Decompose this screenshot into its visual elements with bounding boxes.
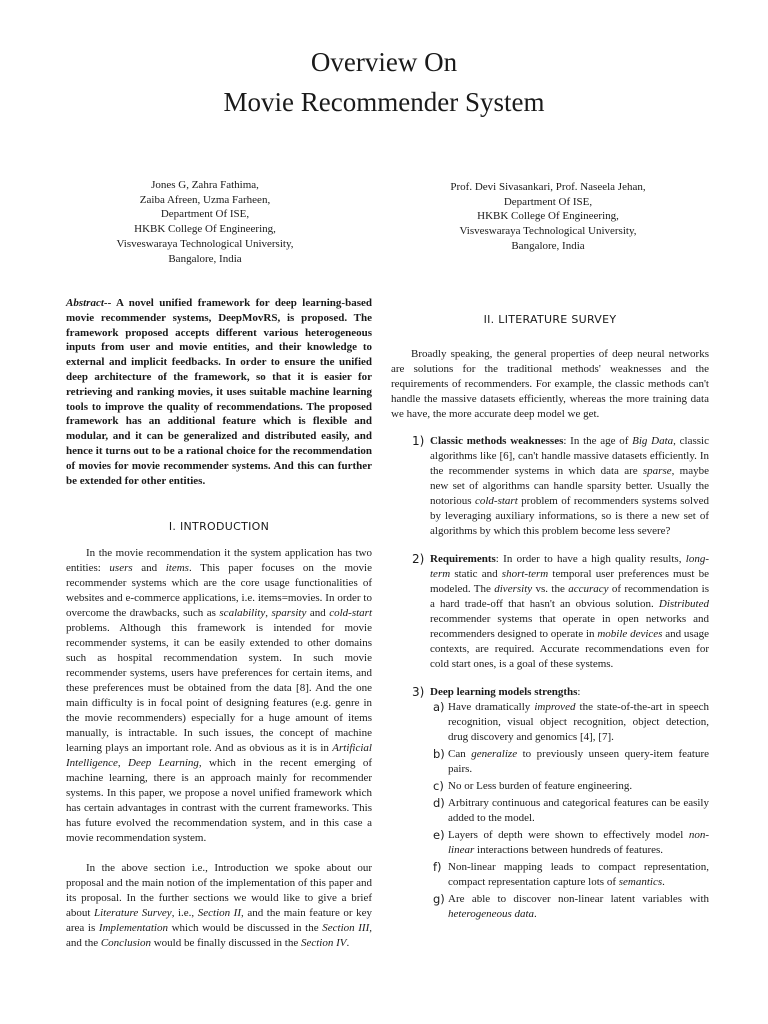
left-column: [66, 296, 372, 951]
sublist-item: [430, 747, 709, 777]
sublist-letter: b): [433, 747, 445, 761]
text-run: : In order to have a high quality results,: [495, 553, 686, 565]
paper-title-line-1: Overview On: [310, 47, 458, 77]
abstract-separator: --: [103, 297, 117, 309]
text-run: : In the age of: [563, 435, 633, 447]
emphasis-text: cold-start: [329, 607, 372, 620]
emphasis-text: heterogeneous data: [448, 908, 535, 920]
emphasis-text: Distributed: [658, 598, 709, 610]
text-run: would be finally discussed in the: [150, 937, 301, 950]
text-run: and: [132, 562, 166, 575]
text-run: Layers of depth were shown to effectively model: [448, 829, 689, 841]
author-block-left: [60, 178, 350, 266]
right-column: [391, 312, 709, 935]
text-run: .: [534, 908, 537, 920]
text-run: which in the recent emerging of machine learning, there is an approach mainly for recommender systems. In this paper, we propose a novel unified framework which has certain advantages in contrast with the current frameworks. This has future evolved the recommendation system, and in this case a movie recommendation system.: [66, 757, 373, 845]
sublist-letter: a): [433, 700, 445, 714]
text-run: to previously unseen query-item feature pairs.: [448, 748, 709, 775]
list-item-lead: Classic methods weaknesses: [430, 435, 564, 447]
emphasis-text: short-term: [501, 568, 549, 580]
text-run: ,: [265, 607, 272, 620]
text-run: . This paper focuses on the movie recommender systems which are the core usage functionalities of websites and e-commerce applications, i.e. items=movies. In order to overcome the drawbacks, such as: [66, 562, 372, 620]
list-item-text: [577, 686, 580, 698]
text-run: which would be discussed in the: [167, 922, 323, 935]
text-run: Arbitrary continuous and categorical features can be easily added to the model.: [448, 797, 709, 824]
sublist-text: [448, 748, 709, 775]
emphasis-text: cold-start: [474, 495, 518, 507]
emphasis-text: mobile devices: [597, 628, 663, 640]
emphasis-text: sparse: [642, 465, 672, 477]
sublist-text: [448, 780, 632, 792]
literature-intro-paragraph: Broadly speaking, the general properties of deep neural networks are solutions for the traditional methods' weaknesses and the requirements of recommenders. For example, the classic methods can't handle the massive datasets efficiently, whereas the more training data we have, the more accurate deep model we get.: [391, 348, 709, 420]
emphasis-text: semantics: [618, 876, 663, 888]
sublist-item: [430, 892, 709, 922]
text-run: static and: [450, 568, 502, 580]
text-run: of recommendation is a hard trade-off that hasn't an obvious solution.: [430, 583, 709, 610]
emphasis-text: Conclusion: [100, 937, 151, 950]
emphasis-text: Section II,: [197, 907, 244, 920]
emphasis-text: Big Data: [632, 435, 674, 447]
emphasis-text: Literature Survey: [94, 907, 172, 920]
abstract-lead: Abstract: [66, 297, 104, 309]
emphasis-text: Artificial Intelligence: [66, 742, 372, 770]
text-run: and: [306, 607, 330, 620]
section-heading-literature-survey: II. LITERATURE SURVEY: [483, 313, 617, 326]
author-line: Visveswaraya Technological University,: [116, 237, 294, 250]
text-run: , classic algorithms like [6], can't handle massive datasets efficiently. In the recommender systems in which data are: [430, 435, 709, 477]
text-run: .: [662, 876, 665, 888]
list-item-lead: Deep learning models strengths: [430, 686, 578, 698]
text-run: and the: [66, 937, 101, 950]
text-run: problems. Although this framework is intended for movie recommender systems, it can be easily extended to other domains such as hospital recommendation system. In such movie recommender systems, users have preferences for certain items, and these preferences must be obtained from the data [8]. And the one main difficulty is in focal point of designing features (e.g. genre in the movie recommenders) especially for a huge amount of items manually, is intractable. In such issues, the concept of machine learning plays an important role. And as obvious as it is in: [66, 622, 372, 755]
text-run: and usage contexts, are required. Accurate recommendations even for cold start ones, is a goal of these systems.: [430, 628, 709, 670]
sublist-text: [448, 893, 709, 920]
author-line: HKBK College Of Engineering,: [477, 210, 619, 223]
sublist-text: [448, 829, 709, 856]
author-block-right: [388, 180, 708, 254]
text-run: Can: [448, 748, 472, 760]
sublist-item: [430, 796, 709, 826]
sublist-text: [448, 701, 709, 743]
author-line: Bangalore, India: [168, 252, 242, 265]
text-run: :: [577, 686, 581, 698]
text-run: ,: [117, 757, 129, 770]
strengths-sublist: [430, 700, 709, 922]
sublist-letter: f): [433, 860, 442, 874]
text-run: , i.e.,: [171, 907, 198, 920]
text-run: interactions between hundreds of features.: [474, 844, 664, 856]
text-run: recommender systems that operate in open networks and recommenders designed to operate in: [430, 613, 709, 640]
list-number: 2): [412, 552, 425, 566]
text-run: and the main feature or key area is: [66, 907, 372, 935]
author-line: Bangalore, India: [511, 239, 585, 252]
text-run: No or Less burden of feature engineering.: [448, 780, 633, 792]
sublist-letter: d): [433, 796, 445, 810]
author-line: Prof. Devi Sivasankari, Prof. Naseela Jehan,: [450, 181, 646, 193]
list-number: 3): [412, 685, 425, 699]
sublist-item: [430, 828, 709, 858]
text-run: In the movie recommendation it the system application has two entities:: [66, 547, 372, 575]
emphasis-text: non-linear: [448, 829, 709, 856]
list-item-text: [430, 435, 709, 537]
text-run: vs. the: [532, 583, 569, 595]
abstract: [66, 296, 372, 488]
author-line: Visveswaraya Technological University,: [459, 225, 637, 238]
author-line: HKBK College Of Engineering,: [134, 223, 276, 236]
literature-numbered-list: [391, 434, 709, 922]
intro-paragraph-2: [66, 861, 372, 951]
emphasis-text: diversity: [494, 583, 533, 595]
emphasis-text: accuracy: [568, 583, 609, 595]
emphasis-text: generalize: [471, 748, 518, 760]
text-run: problem of recommenders systems solved by leveraging auxiliary informations, so is there a new set of algorithms by which this problem become less severe?: [430, 495, 709, 537]
text-run: the state-of-the-art in speech recognition, visual object recognition, object detection, drug discovery and genomics [4], [7].: [448, 701, 709, 743]
emphasis-text: users: [109, 562, 133, 575]
intro-paragraph-1: [66, 546, 372, 846]
emphasis-text: scalability: [219, 607, 266, 620]
list-number: 1): [412, 434, 425, 448]
sublist-item: [430, 700, 709, 745]
sublist-text: [448, 797, 709, 824]
emphasis-text: sparsity: [271, 607, 307, 620]
emphasis-text: Implementation: [98, 922, 168, 935]
sublist-text: [448, 861, 709, 888]
abstract-text: A novel unified framework for deep learning-based movie recommender systems, DeepMovRS, is proposed. The framework proposed accepts different various heterogeneous inputs from user and movie entities, and their knowledge to external and implicit feedbacks. In order to ensure the unified deep architecture of the framework, so that it is easier for retrieving and ranking movies, it uses suitable machine learning tools to improve the quality of recommendations. The proposed framework has an additional feature which is flexible and modular, and it can be generalized and distributed easily, and hence it turns out to be a rational choice for the recommendation of movies for movie recommender systems. And this can further be extended for other entities.: [66, 297, 372, 487]
list-item: [391, 685, 709, 922]
text-run: Are able to discover non-linear latent variables with: [448, 893, 709, 905]
text-run: temporal user preferences must be modeled. The: [430, 568, 709, 595]
emphasis-text: items: [165, 562, 189, 575]
sublist-letter: g): [433, 892, 445, 906]
emphasis-text: long-term: [430, 553, 709, 580]
paper-title-line-2: Movie Recommender System: [223, 87, 545, 117]
list-item: [391, 552, 709, 672]
author-line: Jones G, Zahra Fathima,: [151, 179, 259, 191]
section-heading-introduction: I. INTRODUCTION: [168, 520, 270, 534]
emphasis-text: Section IV: [300, 937, 347, 950]
emphasis-text: Deep Learning,: [128, 757, 202, 770]
list-item-text: [430, 553, 709, 670]
list-item: [391, 434, 709, 539]
text-run: .: [346, 937, 350, 950]
text-run: Have dramatically: [448, 701, 535, 713]
text-run: , maybe new set of algorithms can handle sparsity better. Usually the notorious: [430, 465, 709, 507]
emphasis-text: improved: [534, 701, 576, 713]
sublist-letter: e): [433, 828, 445, 842]
author-line: Zaiba Afreen, Uzma Farheen,: [139, 193, 271, 206]
sublist-item: [430, 860, 709, 890]
emphasis-text: Section III,: [322, 922, 372, 935]
sublist-item: [430, 779, 709, 794]
list-item-lead: Requirements: [430, 553, 496, 565]
text-run: Non-linear mapping leads to compact representation, compact representation capture lots of: [448, 861, 709, 888]
author-line: Department Of ISE,: [503, 195, 593, 208]
author-line: Department Of ISE,: [160, 208, 250, 221]
sublist-letter: c): [433, 779, 444, 793]
text-run: In the above section i.e., Introduction we spoke about our proposal and the main notion of the implementation of this paper and its proposal. In the further sections we would like to give a brief about: [66, 862, 372, 920]
